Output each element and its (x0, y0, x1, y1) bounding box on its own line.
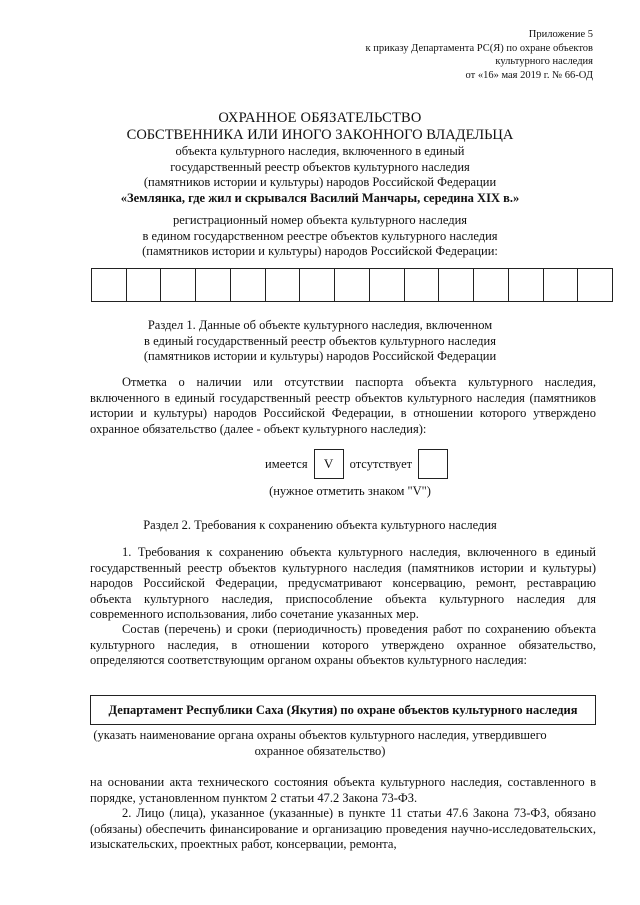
absent-checkbox[interactable] (418, 449, 448, 479)
appendix-line-1: Приложение 5 (528, 29, 593, 40)
reg-number-cell[interactable] (92, 269, 127, 301)
obligation-paragraph: 2. Лицо (лица), указанное (указанные) в пункте 11 статьи 47.6 Закона 73-ФЗ, обязано (обязаны) обеспечить финансирование и организацию проведения научно-исследовательских, изыскательских, проектных работ, консервации, ремонта, (90, 806, 596, 851)
appendix-line-2: к приказу Департамента РС(Я) по охране объектов (365, 42, 593, 54)
passport-mark-row (265, 448, 454, 480)
technical-act-paragraph: на основании акта технического состояния объекта культурного наследия, составленного в порядке, установленном пунктом 2 статьи 47.2 Закона 73-ФЗ. (90, 775, 596, 805)
document-subtitle: СОБСТВЕННИКА ИЛИ ИНОГО ЗАКОННОГО ВЛАДЕЛЬЦА (126, 127, 514, 143)
department-field[interactable]: Департамент Республики Саха (Якутия) по охране объектов культурного наследия (90, 695, 596, 725)
title-object-line-3: (памятников истории и культуры) народов Российской Федерации (143, 175, 497, 189)
registration-line-1: регистрационный номер объекта культурного наследия (172, 213, 468, 227)
section1-heading-3: (памятников истории и культуры) народов Российской Федерации (143, 349, 497, 363)
registration-number-grid[interactable] (91, 268, 613, 302)
title-object-line-2: государственный реестр объектов культурного наследия (170, 159, 470, 174)
appendix-line-4: от «16» мая 2019 г. № 66-ОД (465, 69, 593, 81)
title-object-line-1: объекта культурного наследия, включенного в единый (175, 144, 465, 158)
section1-heading-1: Раздел 1. Данные об объекте культурного наследия, включенном (147, 318, 493, 332)
absent-label: отсутствует (349, 456, 413, 471)
reg-number-cell[interactable] (405, 269, 440, 301)
works-scope-paragraph: Состав (перечень) и сроки (периодичность) проведения работ по сохранению объекта культурного наследия, в отношении которого утверждено охранное обязательство, определяются соответствующим органом охраны объектов культурного наследия: (90, 622, 596, 667)
document-title: ОХРАННОЕ ОБЯЗАТЕЛЬСТВО (218, 110, 422, 126)
appendix-header (293, 28, 593, 82)
reg-number-cell[interactable] (127, 269, 162, 301)
reg-number-cell[interactable] (474, 269, 509, 301)
reg-number-cell[interactable] (578, 269, 612, 301)
registration-line-3: (памятников истории и культуры) народов Российской Федерации: (142, 244, 498, 258)
reg-number-cell[interactable] (266, 269, 301, 301)
appendix-line-3: культурного наследия (495, 56, 593, 67)
reg-number-cell[interactable] (161, 269, 196, 301)
registration-line-2: в едином государственном реестре объектов культурного наследия (142, 228, 498, 243)
reg-number-cell[interactable] (509, 269, 544, 301)
department-hint-2: охранное обязательство) (254, 743, 386, 758)
mark-hint: (нужное отметить знаком "V") (269, 484, 431, 498)
reg-number-cell[interactable] (231, 269, 266, 301)
reg-number-cell[interactable] (439, 269, 474, 301)
reg-number-cell[interactable] (196, 269, 231, 301)
section1-heading-2: в единый государственный реестр объектов культурного наследия (144, 333, 496, 348)
requirements-paragraph: 1. Требования к сохранению объекта культурного наследия, включенного в единый государственный реестр объектов культурного наследия (памятников истории и культуры) народов Российской Федерации, предусматривают консервацию, ремонт, реставрацию объекта культурного наследия, приспособление объекта культурного наследия для современного использования, либо сочетание указанных мер. (90, 545, 596, 621)
section2-heading: Раздел 2. Требования к сохранению объекта культурного наследия (143, 518, 497, 532)
department-hint-1: (указать наименование органа охраны объектов культурного наследия, утвердившего (93, 728, 547, 742)
object-name: «Землянка, где жил и скрывался Василий Манчары, середина XIX в.» (120, 190, 520, 205)
present-label: имеется (265, 456, 308, 471)
present-checkbox[interactable]: V (314, 449, 344, 479)
passport-paragraph: Отметка о наличии или отсутствии паспорта объекта культурного наследия, включенного в единый государственный реестр объектов культурного наследия (памятников истории и культуры) народов Российской Федерации, в отношении которого утверждено охранное обязательство (далее - объект культурного наследия): (90, 375, 596, 436)
reg-number-cell[interactable] (544, 269, 579, 301)
reg-number-cell[interactable] (370, 269, 405, 301)
reg-number-cell[interactable] (335, 269, 370, 301)
reg-number-cell[interactable] (300, 269, 335, 301)
